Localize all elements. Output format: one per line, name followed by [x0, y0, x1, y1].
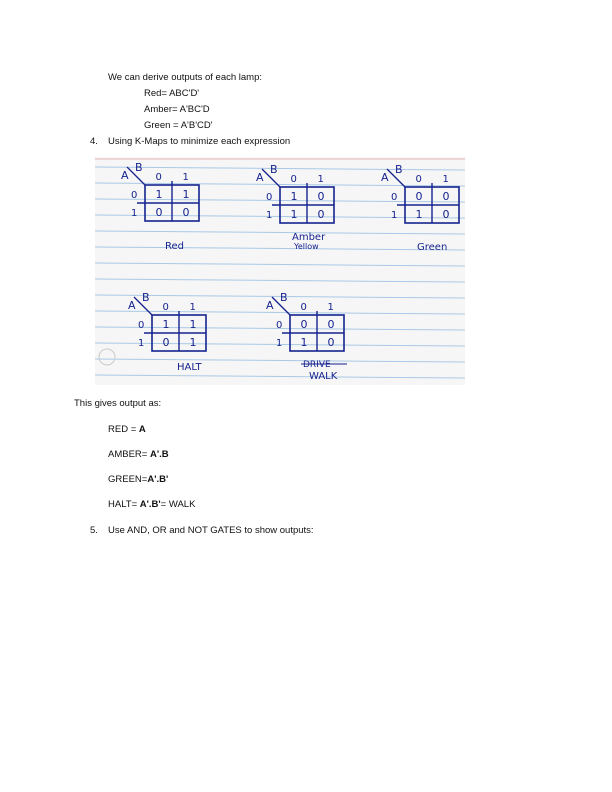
- kmap-label: Amber: [292, 232, 326, 243]
- kmap-var-b: B: [135, 161, 143, 174]
- kmap-row-header: 0: [276, 320, 283, 331]
- kmap-cell: 0: [300, 318, 308, 331]
- derivation-amber: Amber= A'BC'D: [144, 104, 210, 115]
- kmap-row-header: 0: [131, 190, 138, 201]
- derivation-green: Green = A'B'CD': [144, 120, 213, 131]
- kmap-cell: 0: [442, 208, 450, 221]
- kmap-col-header: 1: [442, 174, 449, 185]
- kmap-photo-svg: [95, 157, 465, 385]
- kmap-cell: 1: [155, 188, 163, 201]
- kmap-cell: 1: [300, 336, 308, 349]
- kmap-row-header: 1: [138, 338, 145, 349]
- kmap-cell: 0: [415, 190, 423, 203]
- kmap-label: WALK: [309, 371, 338, 382]
- kmap-cell: 1: [162, 318, 170, 331]
- intro-text: We can derive outputs of each lamp:: [108, 72, 263, 83]
- kmap-var-a: A: [381, 171, 389, 184]
- kmap-var-a: A: [121, 169, 129, 182]
- kmap-col-header: 0: [415, 174, 422, 185]
- kmap-col-header: 0: [162, 302, 169, 313]
- kmap-col-header: 0: [290, 174, 297, 185]
- kmap-cell: 0: [162, 336, 170, 349]
- kmap-col-header: 1: [189, 302, 196, 313]
- derivation-red: Red= ABC'D': [144, 88, 200, 99]
- kmap-row-header: 0: [138, 320, 145, 331]
- kmap-cell: 0: [317, 190, 325, 203]
- kmap-var-b: B: [395, 163, 403, 176]
- kmap-cell: 1: [290, 208, 298, 221]
- step5-text: Use AND, OR and NOT GATES to show outputs:: [108, 525, 314, 536]
- kmap-label: HALT: [177, 362, 202, 373]
- kmap-cell: 1: [290, 190, 298, 203]
- kmap-row-header: 1: [276, 338, 283, 349]
- kmap-cell: 0: [327, 336, 335, 349]
- kmap-row-header: 0: [391, 192, 398, 203]
- kmap-cell: 1: [189, 336, 197, 349]
- kmap-cell: 1: [189, 318, 197, 331]
- kmap-cell: 1: [415, 208, 423, 221]
- kmap-row-header: 1: [391, 210, 398, 221]
- kmap-var-b: B: [142, 291, 150, 304]
- kmap-photo: [95, 157, 465, 385]
- output-amber: [108, 449, 169, 461]
- kmap-col-header: 1: [317, 174, 324, 185]
- output-halt: [108, 499, 195, 511]
- kmap-col-header: 0: [300, 302, 307, 313]
- output-green-prefix: GREEN=: [108, 474, 148, 485]
- gives-output-text: This gives output as:: [74, 398, 162, 409]
- kmap-var-a: A: [266, 299, 274, 312]
- kmap-sub-label: Yellow: [294, 242, 319, 251]
- kmap-cell: 0: [442, 190, 450, 203]
- kmap-col-header: 1: [327, 302, 334, 313]
- output-amber-prefix: AMBER=: [108, 449, 150, 460]
- output-halt-prefix: HALT=: [108, 499, 140, 510]
- kmap-label: Red: [165, 241, 184, 252]
- kmap-col-header: 1: [182, 172, 189, 183]
- step5-number: 5.: [90, 525, 98, 536]
- kmap-row-header: 1: [131, 208, 138, 219]
- kmap-var-b: B: [270, 163, 278, 176]
- kmap-col-header: 0: [155, 172, 162, 183]
- output-red-expr: A: [138, 424, 146, 435]
- kmap-label: Green: [417, 242, 448, 253]
- kmap-var-a: A: [256, 171, 264, 184]
- kmap-struck-label: DRIVE: [303, 360, 331, 370]
- output-red: [108, 424, 146, 436]
- output-halt-expr: A'.B': [139, 499, 161, 510]
- kmap-cell: 1: [182, 188, 190, 201]
- output-halt-suffix: = WALK: [160, 499, 196, 510]
- kmap-cell: 0: [155, 206, 163, 219]
- step4-number: 4.: [90, 136, 98, 147]
- kmap-cell: 0: [182, 206, 190, 219]
- output-amber-expr: A'.B: [149, 449, 169, 460]
- output-red-prefix: RED =: [108, 424, 139, 435]
- kmap-var-a: A: [128, 299, 136, 312]
- kmap-var-b: B: [280, 291, 288, 304]
- kmap-row-header: 0: [266, 192, 273, 203]
- kmap-cell: 0: [317, 208, 325, 221]
- kmap-row-header: 1: [266, 210, 273, 221]
- output-green-expr: A'.B': [147, 474, 169, 485]
- kmap-cell: 0: [327, 318, 335, 331]
- step4-text: Using K-Maps to minimize each expression: [108, 136, 291, 147]
- output-green: [108, 474, 168, 486]
